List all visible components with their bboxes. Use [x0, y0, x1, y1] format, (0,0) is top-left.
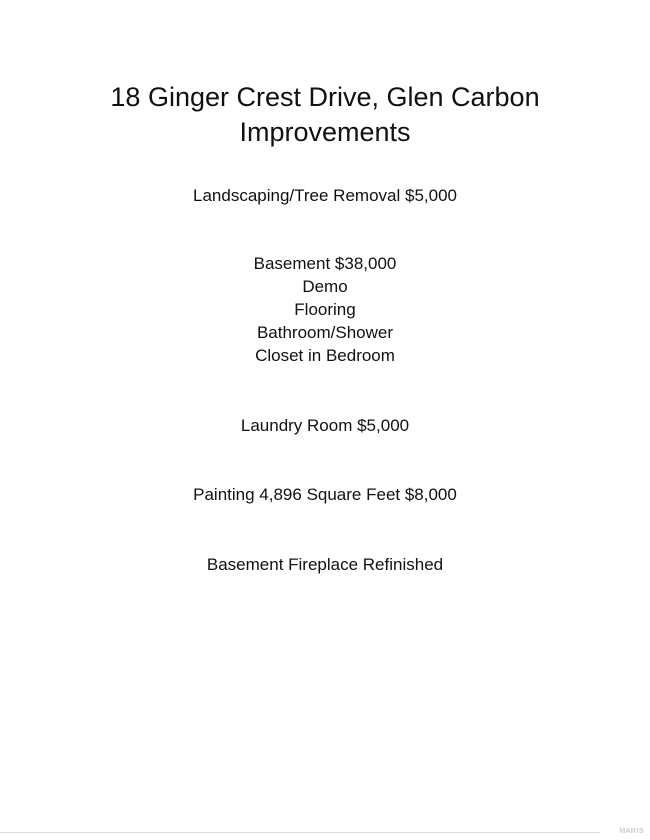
document-title: 18 Ginger Crest Drive, Glen Carbon: [110, 82, 540, 112]
item-landscaping: Landscaping/Tree Removal $5,000: [193, 186, 457, 205]
item-fireplace: Basement Fireplace Refinished: [206, 555, 444, 574]
basement-detail-bathroom: Bathroom/Shower: [256, 323, 394, 342]
item-laundry: Laundry Room $5,000: [240, 416, 410, 435]
basement-detail-demo: Demo: [302, 277, 348, 296]
scan-divider: [0, 832, 600, 833]
basement-detail-flooring: Flooring: [294, 300, 356, 319]
basement-detail-closet: Closet in Bedroom: [255, 346, 395, 365]
document-subtitle: Improvements: [239, 117, 411, 147]
item-basement: Basement $38,000: [253, 254, 397, 273]
watermark-logo: MARIS: [619, 828, 644, 835]
item-painting: Painting 4,896 Square Feet $8,000: [193, 485, 457, 504]
